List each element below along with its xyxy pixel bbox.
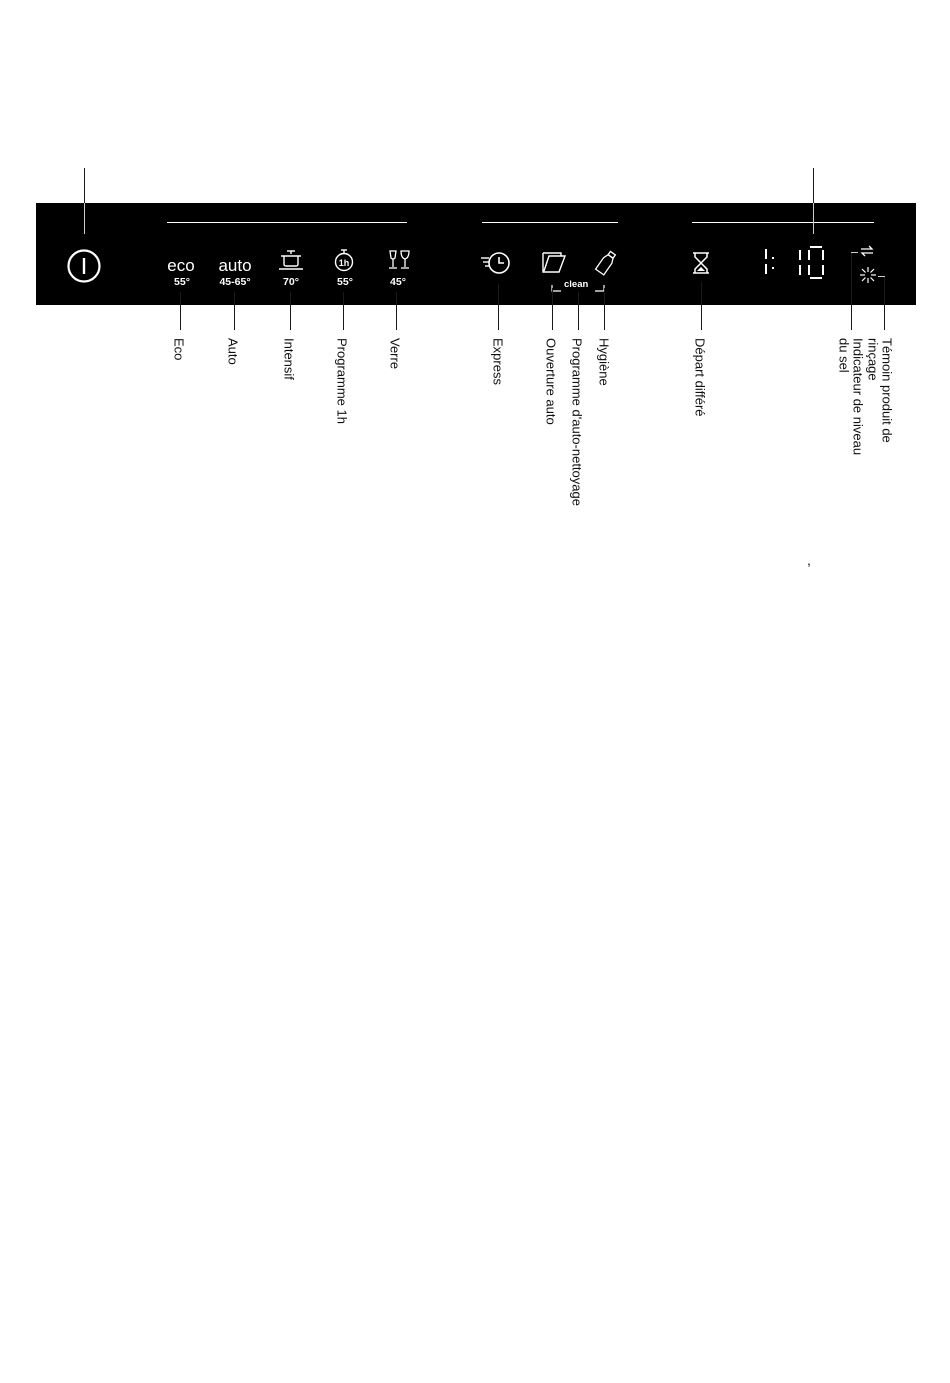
time-display — [760, 244, 830, 280]
rinse-leader-tick — [878, 276, 885, 277]
delay-button[interactable] — [691, 251, 711, 275]
program-auto-temp: 45-65° — [219, 276, 251, 288]
salt-indicator — [858, 243, 876, 259]
power-leader-inner — [84, 203, 85, 234]
program-1h-button[interactable] — [333, 248, 355, 272]
hygiene-leader — [604, 288, 605, 330]
label-rinse: Témoin produit de rinçage — [865, 338, 895, 443]
program-eco-label[interactable]: eco — [167, 256, 195, 275]
program-intensive-temp: 70° — [283, 276, 299, 288]
program-1h-leader — [343, 292, 344, 330]
glasses-icon — [387, 249, 411, 271]
program-intensive-button[interactable] — [278, 249, 304, 273]
svg-text:1h: 1h — [338, 258, 350, 268]
label-program-1h: Programme 1h — [334, 338, 350, 424]
door-open-icon — [541, 250, 567, 274]
label-eco: Eco — [171, 338, 187, 361]
label-delay: Départ différé — [692, 338, 708, 417]
display-leader-inner — [813, 203, 814, 234]
seven-segment-digits — [760, 244, 830, 280]
salt-arrows-icon — [858, 243, 876, 259]
auto-open-button[interactable] — [541, 250, 567, 274]
pot-icon — [278, 249, 304, 273]
label-glass: Verre — [387, 338, 403, 370]
label-auto-open: Ouverture auto — [543, 338, 559, 425]
rinse-indicator — [859, 266, 877, 284]
hourglass-icon — [691, 251, 711, 275]
glass-leader — [396, 292, 397, 330]
salt-leader — [851, 252, 852, 330]
power-icon — [67, 249, 101, 283]
label-salt: Indicateur de niveau du sel — [836, 338, 866, 456]
self-clean-leader — [578, 292, 579, 330]
program-eco-temp: 55° — [174, 276, 190, 288]
programs-divider — [167, 222, 407, 223]
program-glass-temp: 45° — [390, 276, 406, 288]
stray-mark: , — [807, 552, 811, 568]
auto-leader — [234, 292, 235, 330]
intensive-leader — [290, 292, 291, 330]
clean-group-label: clean — [564, 279, 589, 290]
display-divider — [692, 222, 874, 223]
stopwatch-1h-icon — [333, 248, 355, 272]
rinse-sparkle-icon — [859, 266, 877, 284]
program-glass-button[interactable] — [387, 249, 411, 271]
label-hygiene: Hygiène — [596, 338, 612, 386]
salt-leader-tick — [851, 252, 858, 253]
delay-leader — [701, 282, 702, 330]
rinse-leader — [884, 276, 885, 330]
program-auto-label[interactable]: auto — [218, 256, 252, 275]
label-intensive: Intensif — [281, 338, 297, 380]
label-auto: Auto — [225, 338, 241, 365]
label-self-clean: Programme d'auto-nettoyage — [569, 338, 585, 506]
power-button[interactable] — [67, 249, 101, 283]
express-leader — [498, 284, 499, 330]
program-1h-temp: 55° — [337, 276, 353, 288]
eco-leader — [180, 292, 181, 330]
auto-open-leader — [552, 288, 553, 330]
express-clock-icon — [480, 250, 512, 276]
bottle-icon — [594, 250, 618, 276]
hygiene-button[interactable] — [594, 250, 618, 276]
label-express: Express — [490, 338, 506, 385]
options-divider — [482, 222, 618, 223]
express-button[interactable] — [480, 250, 512, 276]
